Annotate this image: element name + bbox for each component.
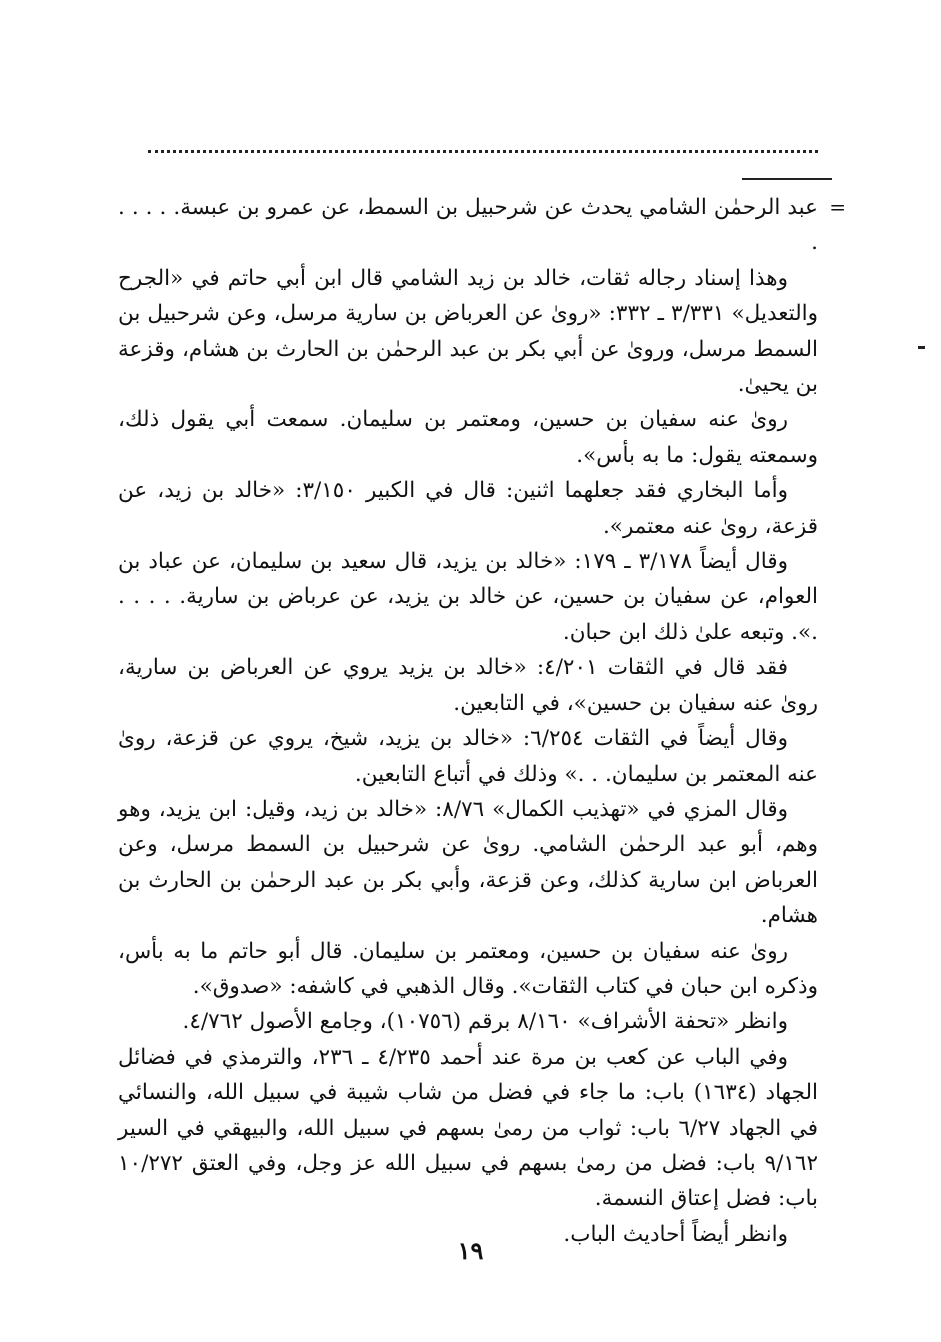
paragraph-10: وانظر «تحفة الأشراف» ٨/١٦٠ برقم (١٠٧٥٦)، وجامع الأصول ٤/٧٦٢. (182, 1009, 788, 1035)
paragraph-3: روىٰ عنه سفيان بن حسين، ومعتمر بن سليمان. سمعت أبي يقول ذلك، وسمعته يقول: ما به بأس». (118, 407, 818, 468)
footnote-text (118, 190, 846, 1252)
paragraph-11: وفي الباب عن كعب بن مرة عند أحمد ٤/٢٣٥ ـ ٢٣٦، والترمذي في فضائل الجهاد (١٦٣٤) باب: ما جاء في فضل من شاب شيبة في سبيل الله، والنسائي في الجهاد ٦/٢٧ باب: ثواب من رمىٰ بسهم في سبيل الله، والبيهقي في السير ٩/١٦٢ باب: فضل من رمىٰ بسهم في سبيل الله عز وجل، وفي العتق ١٠/٢٧٢ باب: فضل إعتاق النسمة. (118, 1044, 818, 1212)
continuation-mark: = (829, 195, 846, 219)
paragraph-6: فقد قال في الثقات ٤/٢٠١: «خالد بن يزيد يروي عن العرباض بن سارية، روىٰ عنه سفيان بن حسين»، في التابعين. (118, 655, 818, 716)
paragraph-9: روىٰ عنه سفيان بن حسين، ومعتمر بن سليمان. قال أبو حاتم ما به بأس، وذكره ابن حبان في كتاب الثقات». وقال الذهبي في كاشفه: «صدوق». (118, 938, 818, 999)
margin-mark (918, 346, 925, 349)
footnote-rule (742, 178, 832, 180)
paragraph-12: وانظر أيضاً أحاديث الباب. (563, 1221, 788, 1247)
paragraph-2: وهذا إسناد رجاله ثقات، خالد بن زيد الشامي قال ابن أبي حاتم في «الجرح والتعديل» ٣/٣٣١ ـ ٣٣٢: «روىٰ عن العرباض بن سارية مرسل، وعن شرحبيل بن السمط مرسل، وروىٰ عن أبي بكر بن عبد الرحمٰن بن الحارث بن هشام، وقزعة بن يحيىٰ. (118, 265, 818, 398)
page-number: ١٩ (457, 1236, 484, 1265)
paragraph-8: وقال المزي في «تهذيب الكمال» ٨/٧٦: «خالد بن زيد، وقيل: ابن يزيد، وهو وهم، أبو عبد الرحمٰن الشامي. روىٰ عن شرحبيل بن السمط مرسل، وعن العرباض ابن سارية كذلك، وعن قزعة، وأبي بكر بن عبد الرحمٰن بن الحارث بن هشام. (118, 796, 818, 929)
dotted-separator (148, 150, 818, 153)
paragraph-1-text: عبد الرحمٰن الشامي يحدث عن شرحبيل بن السمط، عن عمرو بن عبسة. . . . . . (118, 195, 818, 256)
paragraph-4: وأما البخاري فقد جعلهما اثنين: قال في الكبير ٣/١٥٠: «خالد بن زيد، عن قزعة، روىٰ عنه معتمر». (118, 478, 818, 539)
paragraph-7: وقال أيضاً في الثقات ٦/٢٥٤: «خالد بن يزيد، شيخ، يروي عن قزعة، روىٰ عنه المعتمر بن سليمان. . .» وذلك في أتباع التابعين. (118, 726, 818, 787)
paragraph-5: وقال أيضاً ٣/١٧٨ ـ ١٧٩: «خالد بن يزيد، قال سعيد بن سليمان، عن عباد بن العوام، عن سفيان بن حسين، عن خالد بن يزيد، عن عرباض بن سارية. . . . . .». وتبعه علىٰ ذلك ابن حبان. (118, 549, 818, 645)
paragraph-1 (118, 190, 846, 261)
